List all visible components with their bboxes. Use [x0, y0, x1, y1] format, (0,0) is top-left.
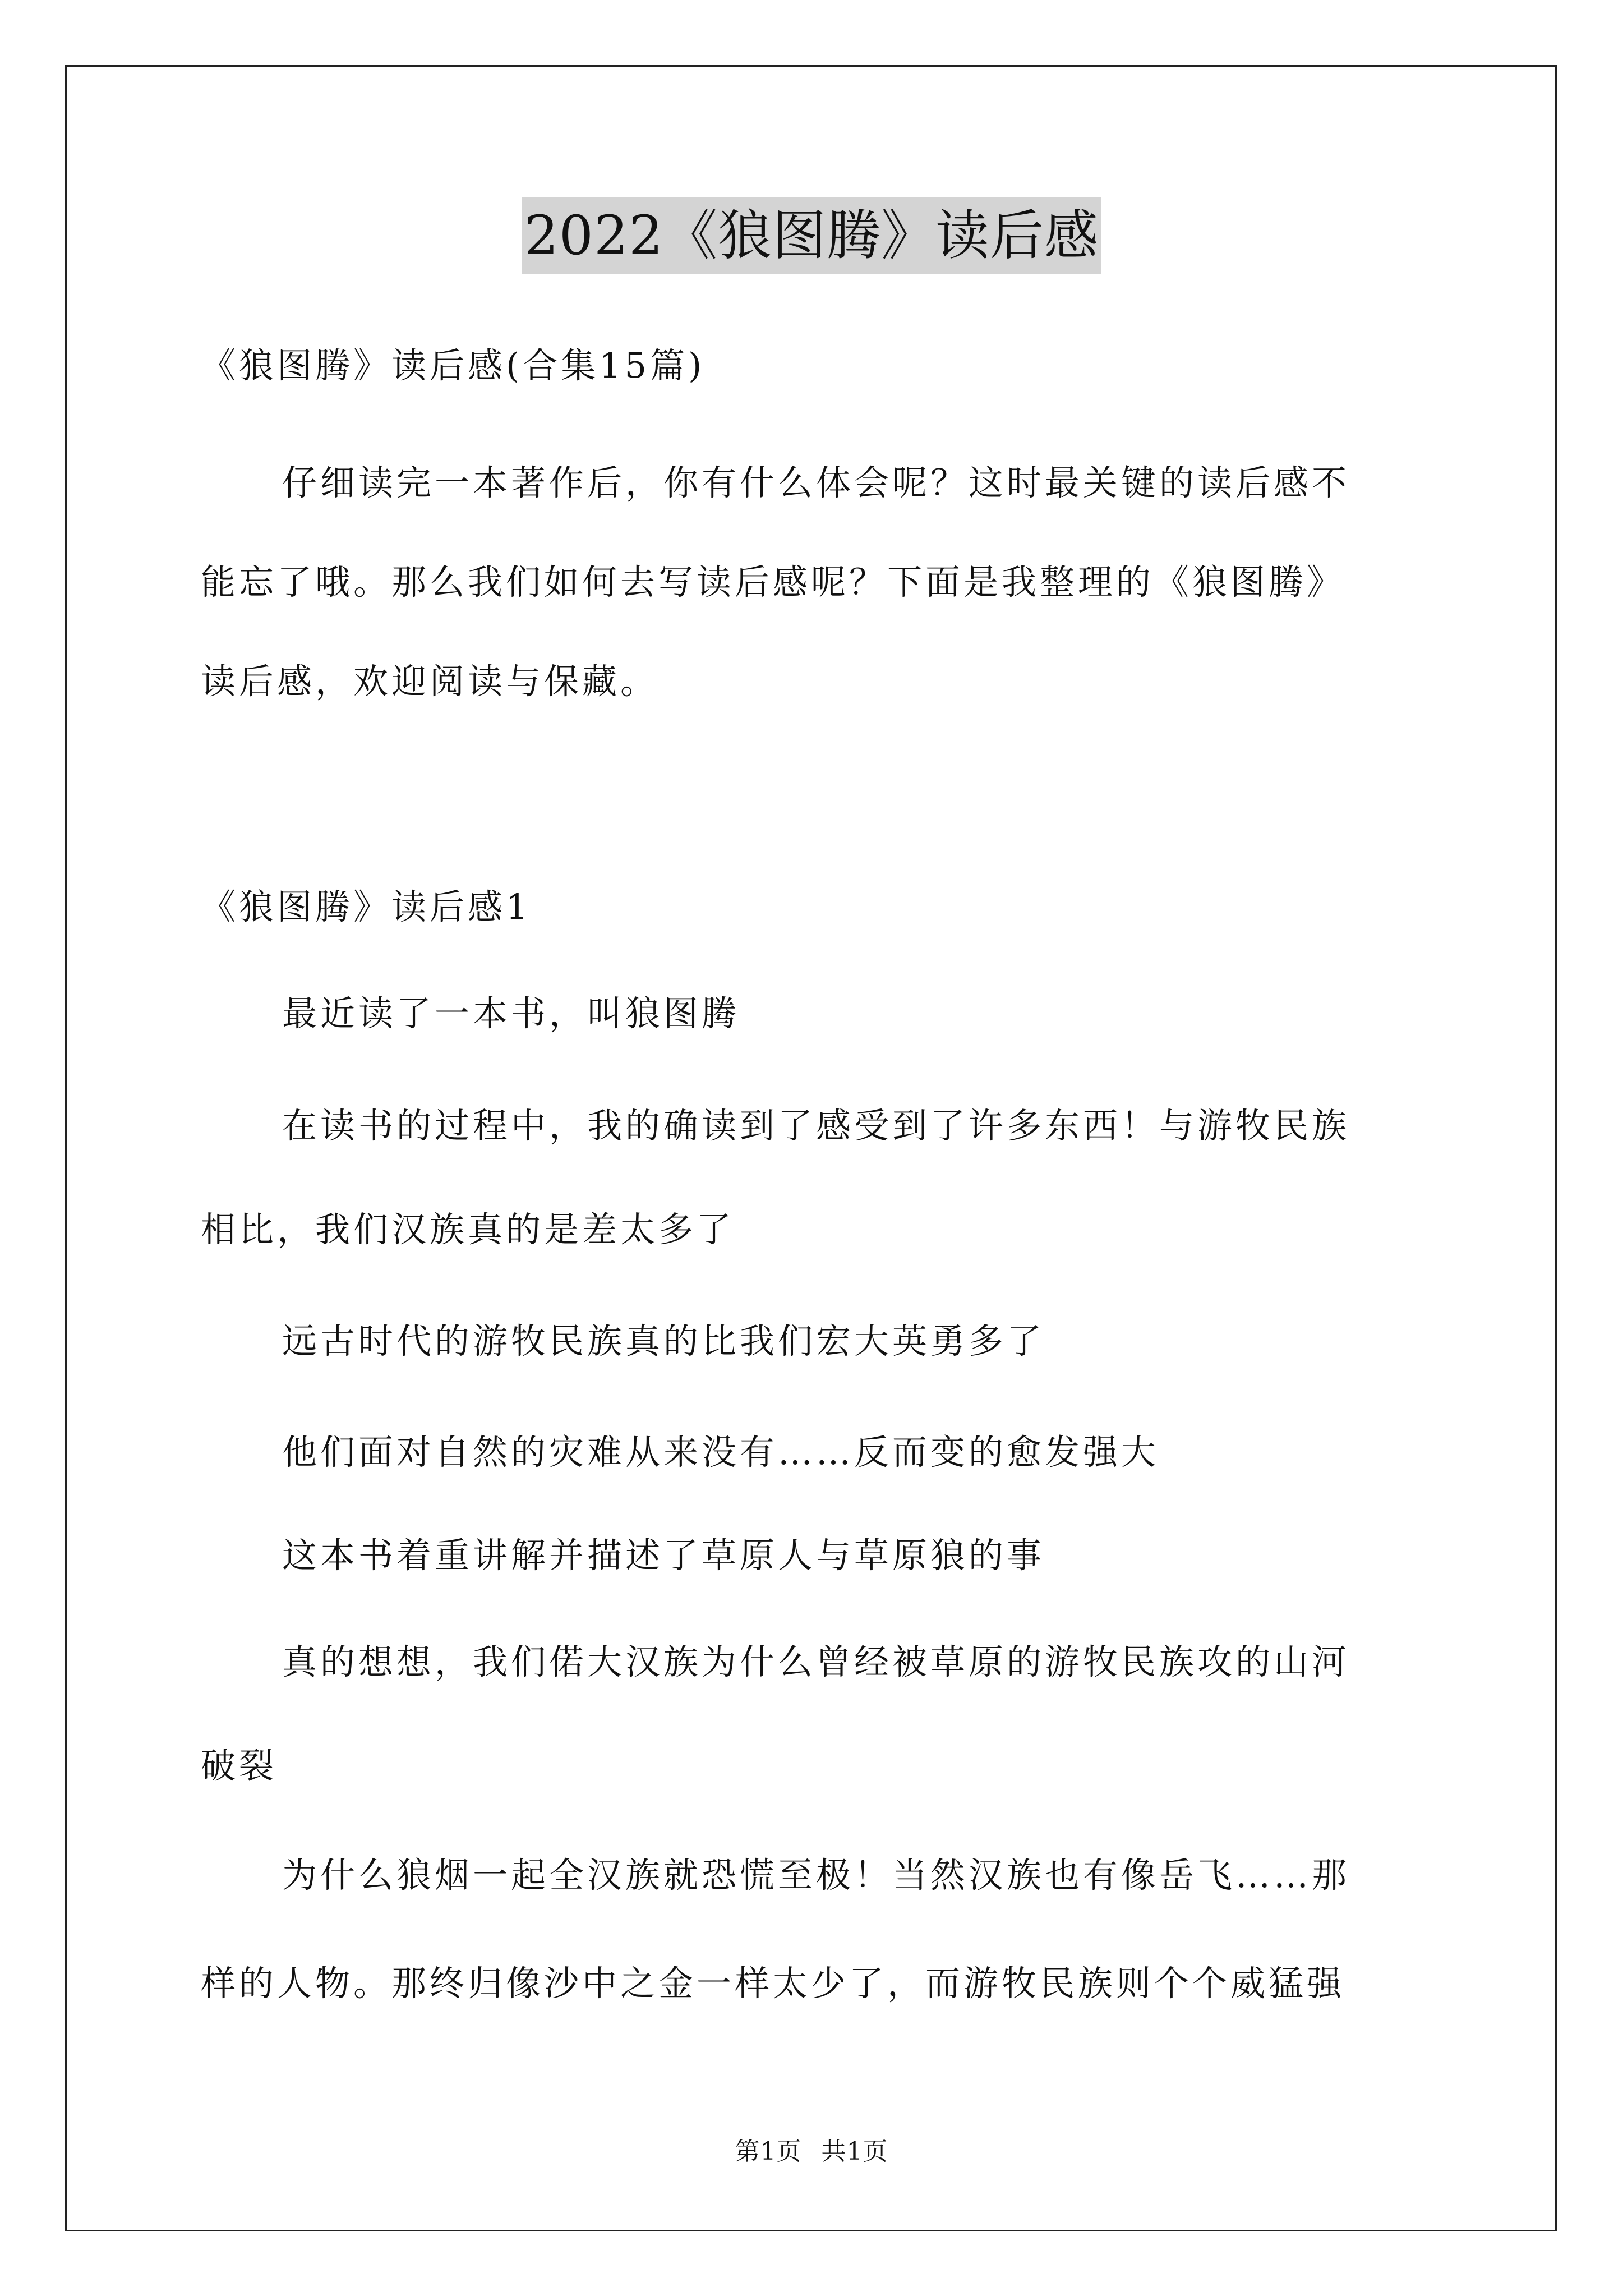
- body-line-4: 远古时代的游牧民族真的比我们宏大英勇多了: [282, 1320, 1045, 1361]
- page-footer: [0, 2136, 1623, 2168]
- subtitle: 《狼图腾》读后感(合集15篇): [201, 345, 706, 386]
- page-border: [65, 65, 1557, 2231]
- body-line-2: 在读书的过程中，我的确读到了感受到了许多东西！与游牧民族: [282, 1105, 1350, 1146]
- body-line-3: 相比，我们汉族真的是差太多了: [201, 1209, 735, 1250]
- body-line-7: 真的想想，我们偌大汉族为什么曾经被草原的游牧民族攻的山河: [282, 1641, 1350, 1682]
- intro-line-1: 仔细读完一本著作后，你有什么体会呢？这时最关键的读后感不: [282, 462, 1350, 503]
- body-line-8: 破裂: [201, 1745, 278, 1786]
- body-line-9: 为什么狼烟一起全汉族就恐慌至极！当然汉族也有像岳飞……那: [282, 1855, 1350, 1895]
- page-total: 共1页: [821, 2137, 888, 2166]
- title-container: [0, 197, 1623, 274]
- body-line-10: 样的人物。那终归像沙中之金一样太少了，而游牧民族则个个威猛强: [201, 1963, 1345, 2004]
- page-current: 第1页: [735, 2137, 802, 2166]
- intro-line-3: 读后感，欢迎阅读与保藏。: [201, 661, 659, 702]
- intro-line-2: 能忘了哦。那么我们如何去写读后感呢？下面是我整理的《狼图腾》: [201, 562, 1345, 602]
- section-heading: 《狼图腾》读后感1: [201, 886, 532, 927]
- body-line-5: 他们面对自然的灾难从来没有……反而变的愈发强大: [282, 1432, 1160, 1473]
- body-line-1: 最近读了一本书，叫狼图腾: [282, 993, 740, 1034]
- document-title: 2022《狼图腾》读后感: [522, 197, 1101, 274]
- body-line-6: 这本书着重讲解并描述了草原人与草原狼的事: [282, 1535, 1045, 1576]
